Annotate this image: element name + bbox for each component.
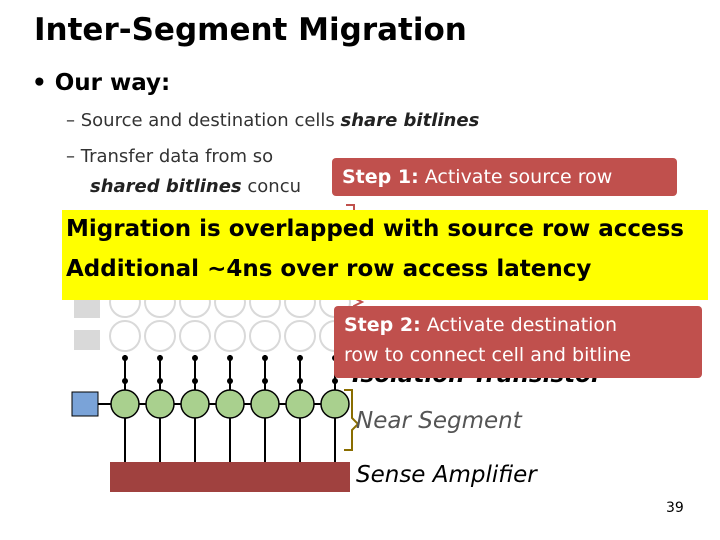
far-row-driver-2 bbox=[74, 330, 100, 350]
sub3-suffix: concu bbox=[241, 176, 301, 197]
slide-title: Inter-Segment Migration bbox=[34, 12, 467, 48]
near-row-driver bbox=[72, 392, 98, 416]
sub-bullet-2: – Transfer data from so bbox=[66, 146, 274, 167]
sense-amplifier-label: Sense Amplifier bbox=[356, 462, 537, 488]
page-number: 39 bbox=[666, 500, 684, 516]
bullet-our-way: • Our way: bbox=[32, 70, 171, 96]
far-cells-bottom bbox=[110, 321, 350, 351]
sub1-prefix: Source and destination cells bbox=[80, 110, 341, 131]
near-segment-label: Near Segment bbox=[356, 408, 522, 434]
overlay-line-2: Additional ~4ns over row access latency bbox=[66, 256, 592, 282]
far-row-driver-1 bbox=[74, 298, 100, 318]
sense-amplifier-block bbox=[110, 462, 350, 492]
step1-label: Step 1: bbox=[342, 166, 419, 188]
sub3-emphasis: shared bitlines bbox=[90, 176, 242, 197]
step2-callout bbox=[334, 306, 702, 378]
sub2-prefix: Transfer data from so bbox=[80, 146, 274, 167]
step1-text: Activate source row bbox=[418, 166, 613, 188]
step1-callout bbox=[332, 158, 677, 196]
sub1-emphasis: share bitlines bbox=[340, 110, 480, 131]
bullet-text: Our way: bbox=[54, 70, 171, 96]
sub-bullet-1: – Source and destination cells share bitlines bbox=[66, 110, 480, 131]
step2-label: Step 2: bbox=[344, 314, 421, 336]
near-cells bbox=[111, 390, 349, 418]
step2-text-1: Activate destination bbox=[420, 314, 618, 336]
step2-text-2: row to connect cell and bitline bbox=[344, 344, 632, 366]
overlay-line-1: Migration is overlapped with source row access bbox=[66, 216, 685, 242]
